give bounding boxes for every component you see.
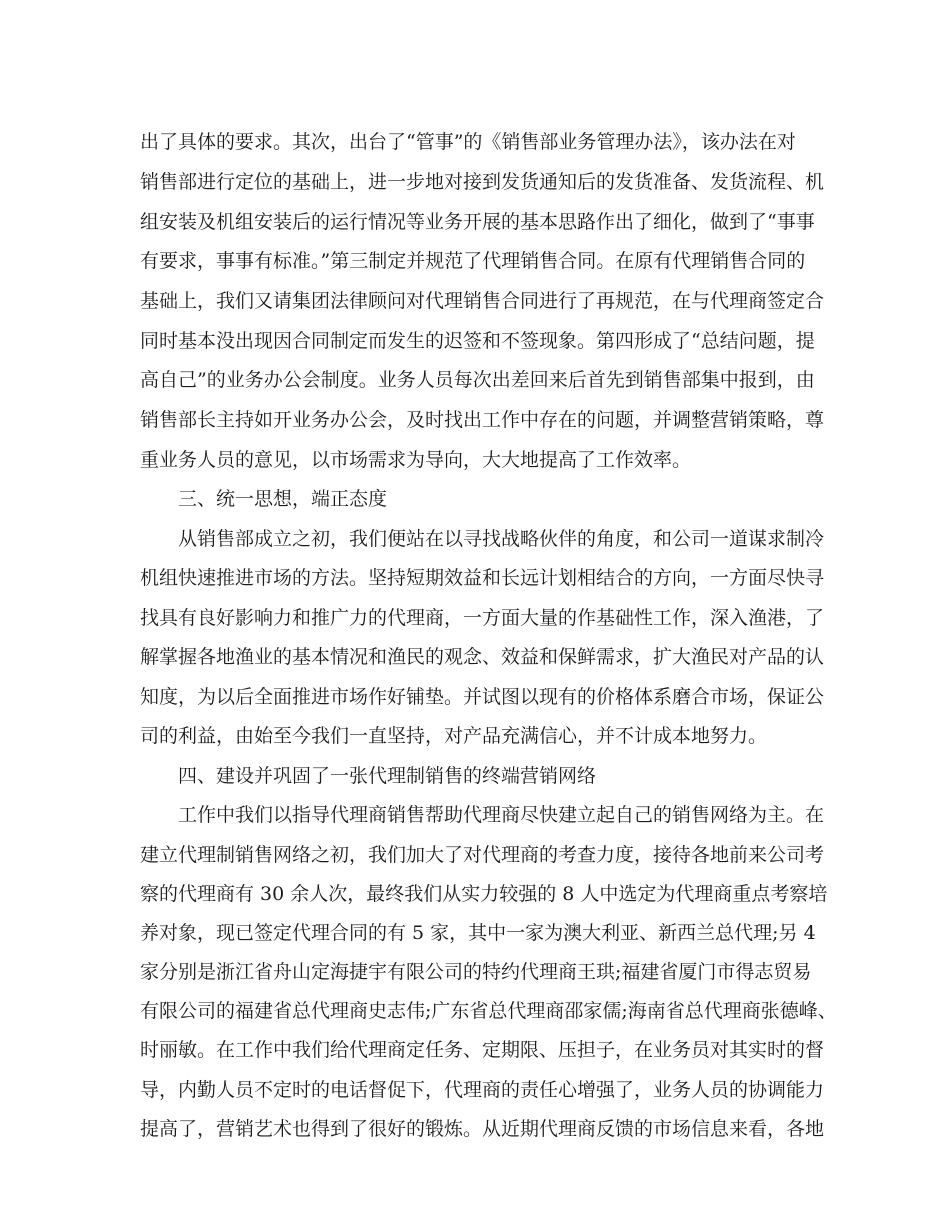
body-text-line: 建立代理制销售网络之初，我们加大了对代理商的考查力度，接待各地前来公司考 bbox=[140, 844, 825, 866]
body-text-line: 重业务人员的意见，以市场需求为导向，大大地提高了工作效率。 bbox=[140, 449, 692, 471]
section-heading: 三、统一思想，端正态度 bbox=[178, 488, 388, 510]
body-text-line: 司的利益，由始至今我们一直坚持，对产品充满信心，并不计成本地努力。 bbox=[140, 725, 768, 747]
body-text-line: 销售部长主持如开业务办公会，及时找出工作中存在的问题，并调整营销策略，尊 bbox=[140, 409, 825, 431]
body-text-line: 销售部进行定位的基础上，进一步地对接到发货通知后的发货准备、发货流程、机 bbox=[140, 171, 825, 193]
body-text-line: 养对象，现已签定代理合同的有 5 家，其中一家为澳大利亚、新西兰总代理;另 4 bbox=[140, 922, 816, 944]
body-text-line: 家分别是浙江省舟山定海捷宇有限公司的特约代理商王珙;福建省厦门市得志贸易 bbox=[140, 961, 812, 983]
paragraph-first-line: 工作中我们以指导代理商销售帮助代理商尽快建立起自己的销售网络为主。在 bbox=[178, 804, 825, 826]
body-text-line: 察的代理商有 30 余人次，最终我们从实力较强的 8 人中选定为代理商重点考察培 bbox=[140, 883, 828, 905]
body-text-line: 机组快速推进市场的方法。坚持短期效益和长远计划相结合的方向，一方面尽快寻 bbox=[140, 567, 825, 589]
body-text-line: 找具有良好影响力和推广力的代理商，一方面大量的作基础性工作，深入渔港，了 bbox=[140, 607, 825, 629]
body-text-line: 出了具体的要求。其次，出台了“管事”的《销售部业务管理办法》，该办法在对 bbox=[140, 131, 796, 153]
body-text-line: 提高了，营销艺术也得到了很好的锻炼。从近期代理商反馈的市场信息来看，各地 bbox=[140, 1118, 825, 1140]
section-heading: 四、建设并巩固了一张代理制销售的终端营销网络 bbox=[178, 765, 597, 787]
body-text-line: 时丽敏。在工作中我们给代理商定任务、定期限、压担子，在业务员对其实时的督 bbox=[140, 1039, 825, 1061]
body-text-line: 导，内勤人员不定时的电话督促下，代理商的责任心增强了，业务人员的协调能力 bbox=[140, 1079, 825, 1101]
body-text-line: 同时基本没出现因合同制定而发生的迟签和不签现象。第四形成了“总结问题，提 bbox=[140, 330, 815, 352]
body-text-line: 有限公司的福建省总代理商史志伟;广东省总代理商邵家儒;海南省总代理商张德峰、 bbox=[140, 1000, 837, 1022]
paragraph-first-line: 从销售部成立之初，我们便站在以寻找战略伙伴的角度，和公司一道谋求制冷 bbox=[178, 528, 825, 550]
body-text-line: 有要求，事事有标准。”第三制定并规范了代理销售合同。在原有代理销售合同的 bbox=[140, 250, 806, 272]
body-text-line: 知度，为以后全面推进市场作好铺垫。并试图以现有的价格体系磨合市场，保证公 bbox=[140, 686, 825, 708]
body-text-line: 高自己”的业务办公会制度。业务人员每次出差回来后首先到销售部集中报到，由 bbox=[140, 369, 815, 391]
body-text-line: 组安装及机组安装后的运行情况等业务开展的基本思路作出了细化，做到了“事事 bbox=[140, 211, 815, 233]
body-text-line: 解掌握各地渔业的基本情况和渔民的观念、效益和保鲜需求，扩大渔民对产品的认 bbox=[140, 646, 825, 668]
body-text-line: 基础上，我们又请集团法律顾问对代理销售合同进行了再规范，在与代理商签定合 bbox=[140, 290, 825, 312]
